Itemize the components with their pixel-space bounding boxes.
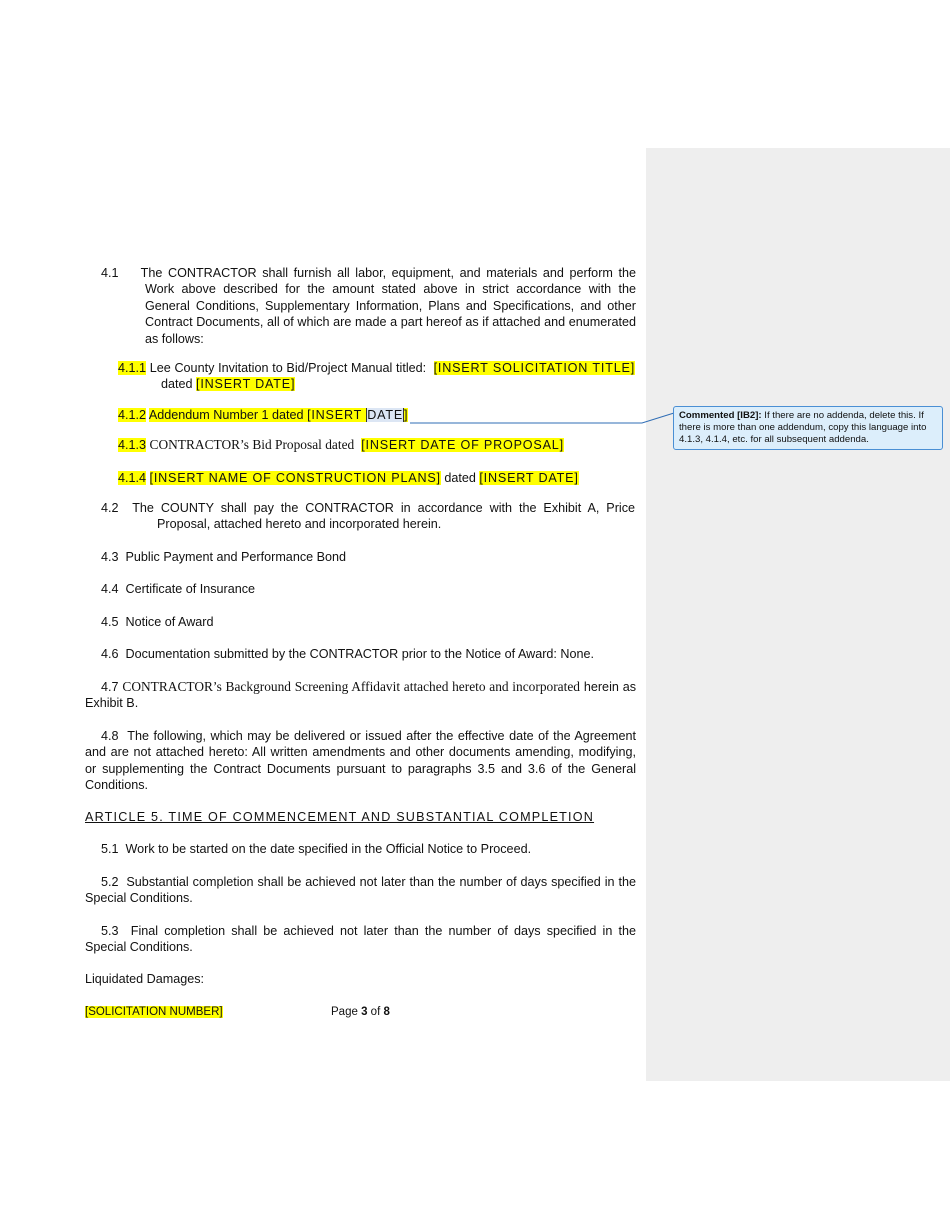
comment-text: If there are no addenda, delete this. If there is more than one addendum, copy this language into 4.1.3, 4.1.4, etc. for all subsequent addenda.: [679, 410, 927, 445]
paragraph-number: 4.1.1: [118, 361, 147, 375]
comment-author-label: Commented [IB2]:: [679, 410, 762, 421]
paragraph-number: 4.1: [101, 266, 119, 280]
paragraph-text: Certificate of Insurance: [125, 582, 256, 596]
paragraph-4-1-4: [118, 470, 635, 486]
paragraph-number: 4.1.2: [118, 408, 147, 422]
paragraph-5-2: [85, 874, 636, 907]
paragraph-4-3: [101, 549, 652, 565]
paragraph-text: CONTRACTOR’s Background Screening Affidavit attached hereto and incorporated: [122, 679, 580, 694]
paragraph-number: 4.4: [101, 582, 119, 596]
paragraph-number: 4.3: [101, 550, 119, 564]
insert-solicitation-title-field[interactable]: [INSERT SOLICITATION TITLE]: [433, 361, 636, 375]
paragraph-number: 5.1: [101, 842, 119, 856]
paragraph-text-continued: herein as Exhibit B.: [85, 680, 637, 711]
paragraph-4-5: [101, 614, 652, 630]
current-page: 3: [361, 1006, 368, 1018]
paragraph-number: 4.1.4: [118, 471, 147, 485]
insert-date-field[interactable]: [INSERT DATE]: [196, 377, 296, 392]
paragraph-4-1: [85, 265, 636, 347]
paragraph-number: 4.5: [101, 615, 119, 629]
total-pages: 8: [383, 1006, 390, 1018]
paragraph-text: Lee County Invitation to Bid/Project Manual titled:: [149, 361, 427, 375]
paragraph-4-1-1: [118, 360, 635, 393]
commented-date-selection[interactable]: DATE: [367, 408, 404, 422]
comment-balloon[interactable]: [673, 406, 943, 450]
dated-label: dated: [161, 377, 193, 392]
paragraph-text: Work to be started on the date specified in the Official Notice to Proceed.: [125, 842, 532, 856]
paragraph-text: Final completion shall be achieved not later than the number of days specified in the Special Conditions.: [85, 924, 636, 955]
of-word: of: [370, 1006, 381, 1018]
paragraph-text: CONTRACTOR’s Bid Proposal dated: [149, 437, 355, 452]
paragraph-4-7: [85, 679, 636, 712]
paragraph-5-1: [85, 841, 636, 857]
paragraph-text: Public Payment and Performance Bond: [125, 550, 347, 564]
paragraph-4-1-2: [118, 407, 635, 423]
paragraph-4-2: [101, 500, 635, 533]
paragraph-4-6: [101, 646, 635, 662]
paragraph-text: The following, which may be delivered or issued after the effective date of the Agreement and are not attached hereto: All written amendments and other documents amending, modifying, or supplementing the Contract Documents pursuant to paragraphs 3.5 and 3.6 of the General Conditions.: [85, 729, 636, 793]
liquidated-damages-label: Liquidated Damages:: [85, 972, 205, 986]
dated-label: dated: [444, 471, 476, 485]
paragraph-4-4: [101, 581, 652, 597]
paragraph-number: 4.8: [101, 729, 119, 743]
insert-date-field-part[interactable]: [INSERT: [307, 408, 367, 422]
paragraph-number: 4.1.3: [118, 438, 147, 452]
paragraph-number: 5.3: [101, 924, 119, 938]
paragraph-text: Substantial completion shall be achieved not later than the number of days specified in the Special Conditions.: [85, 875, 636, 906]
paragraph-text: The CONTRACTOR shall furnish all labor, equipment, and materials and perform the Work above described for the amount stated above in strict accordance with the General Conditions, Supplementary Information, Plans and Specifications, and other Contract Documents, all of which are made a part hereof as if attached and enumerated as follows:: [140, 266, 636, 346]
comment-margin-pane: [646, 148, 950, 1081]
footer-page-number: [331, 1006, 390, 1018]
paragraph-text: Notice of Award: [125, 615, 214, 629]
paragraph-4-1-3: [118, 437, 635, 453]
paragraph-number: 4.2: [101, 501, 119, 515]
paragraph-text: The COUNTY shall pay the CONTRACTOR in accordance with the Exhibit A, Price Proposal, attached hereto and incorporated herein.: [132, 501, 635, 532]
article-5-heading: ARTICLE 5. TIME OF COMMENCEMENT AND SUBSTANTIAL COMPLETION: [85, 810, 595, 824]
field-close-bracket: ]: [404, 408, 408, 422]
paragraph-4-8: [85, 728, 636, 794]
paragraph-number: 4.7: [101, 680, 119, 694]
footer-solicitation-number[interactable]: [SOLICITATION NUMBER]: [85, 1006, 223, 1018]
insert-date-of-proposal-field[interactable]: [INSERT DATE OF PROPOSAL]: [361, 438, 564, 452]
paragraph-5-3: [85, 923, 636, 956]
page-word: Page: [331, 1006, 358, 1018]
paragraph-number: 4.6: [101, 647, 119, 661]
insert-date-field[interactable]: [INSERT DATE]: [479, 471, 579, 485]
insert-construction-plans-field[interactable]: [INSERT NAME OF CONSTRUCTION PLANS]: [149, 471, 441, 485]
paragraph-text: Addendum Number 1 dated: [148, 408, 304, 422]
paragraph-text: Documentation submitted by the CONTRACTOR prior to the Notice of Award: None.: [125, 647, 595, 661]
paragraph-number: 5.2: [101, 875, 119, 889]
